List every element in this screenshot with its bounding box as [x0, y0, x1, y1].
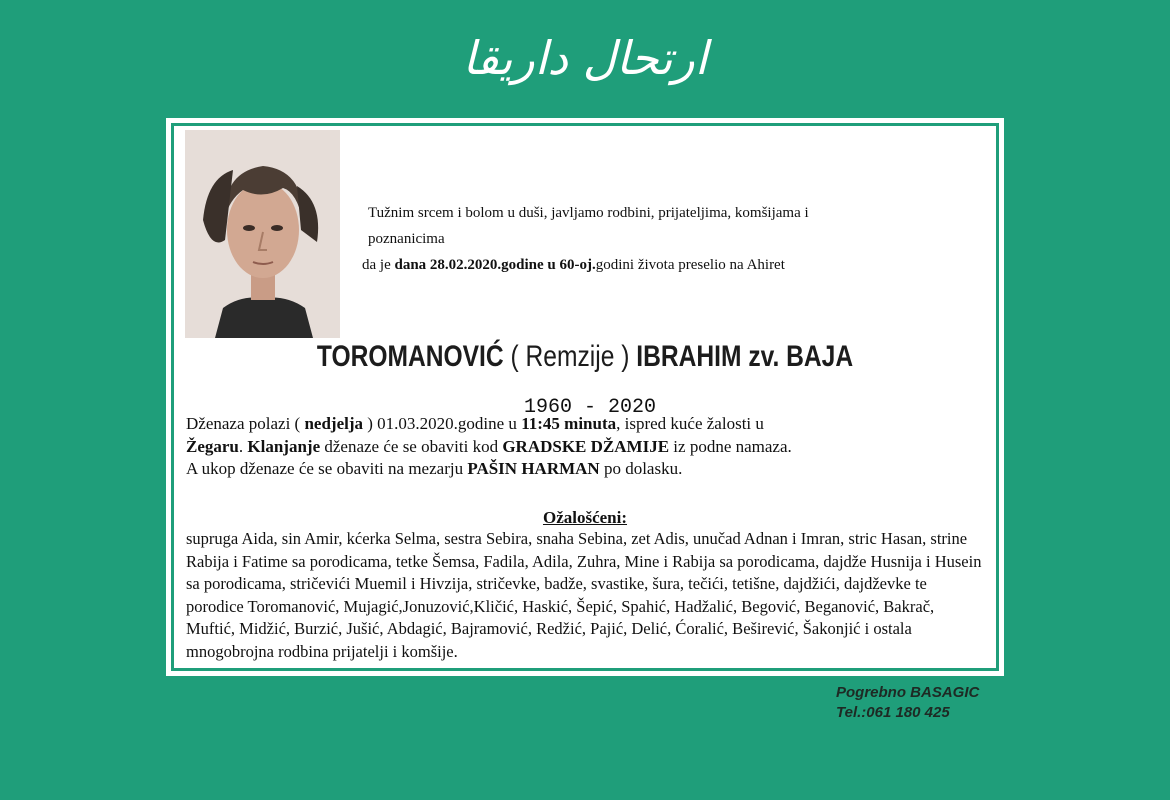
intro-line-2-prefix: da je	[362, 257, 395, 273]
deceased-name	[250, 340, 921, 374]
intro-text	[356, 200, 876, 278]
funeral-place: Žegaru	[186, 436, 239, 456]
father-name: ( Remzije )	[510, 340, 630, 373]
first-name: IBRAHIM zv. BAJA	[636, 340, 854, 373]
funeral-text-4: .	[238, 436, 248, 456]
mourners-list: supruga Aida, sin Amir, kćerka Selma, sestra Sebira, snaha Sebina, zet Adis, unučad Adnan i Imran, stric Hasan, strine Rabija i Fatime sa porodicama, tetke Šemsa, Fadila, Adila, Zuhra, Mine i Rabija sa porodicama, dajdže Husnija i Husein sa porodicama, stričevići Muemil i Hivzija, stričevke, badže, svastike, šura, tečići, tetišne, dajdžići, dajdževke te porodice Toromanović, Mujagić,Jonuzović,Kličić, Haskić, Šepić, Spahić, Hadžalić, Begović, Beganović, Bakrač, Muftić, Midžić, Burzić, Jušić, Abdagić, Bajramović, Redžić, Pajić, Delić, Ćoralić, Beširević, Šakonjić i ostala mnogobrojna rodbina prijatelji i komšije.	[186, 529, 982, 661]
funeral-home-phone: Tel.:061 180 425	[836, 704, 950, 721]
funeral-details	[186, 413, 986, 481]
funeral-home-name: Pogrebno BASAGIC	[836, 684, 980, 701]
obituary-card	[166, 118, 1004, 676]
funeral-text-5: dženaze će se obaviti kod	[320, 436, 503, 456]
funeral-text-8: po dolasku.	[599, 459, 683, 478]
card-content	[176, 128, 994, 666]
deceased-photo	[185, 130, 340, 338]
arabic-calligraphy-header: ارتحال داريقا	[462, 31, 708, 85]
funeral-home-info	[836, 683, 979, 723]
funeral-text-6: iz podne namaza.	[669, 436, 792, 456]
intro-line-1: Tužnim srcem i bolom u duši, javljamo rodbini, prijateljima, komšijama i poznanicima	[368, 205, 809, 247]
funeral-text-1: Dženaza polazi (	[186, 414, 305, 433]
intro-line-2	[356, 252, 876, 278]
surname: TOROMANOVIĆ	[316, 340, 504, 373]
mourners-heading: Ožalošćeni:	[542, 508, 628, 527]
life-years: 1960 - 2020	[523, 396, 657, 419]
prayer-label: Klanjanje	[247, 436, 321, 456]
mosque-name: GRADSKE DŽAMIJE	[502, 436, 670, 456]
funeral-day: nedjelja	[304, 414, 363, 433]
funeral-text-3: , ispred kuće žalosti u	[616, 414, 764, 433]
intro-line-2-suffix: godini života preselio na Ahiret	[595, 257, 785, 273]
intro-date: dana 28.02.2020.godine u 60-oj.	[394, 257, 596, 273]
funeral-text-2: ) 01.03.2020.godine u	[363, 414, 522, 433]
cemetery-name: PAŠIN HARMAN	[467, 459, 600, 478]
funeral-time: 11:45 minuta	[521, 414, 617, 433]
funeral-text-7: A ukop dženaze će se obaviti na mezarju	[186, 459, 468, 478]
